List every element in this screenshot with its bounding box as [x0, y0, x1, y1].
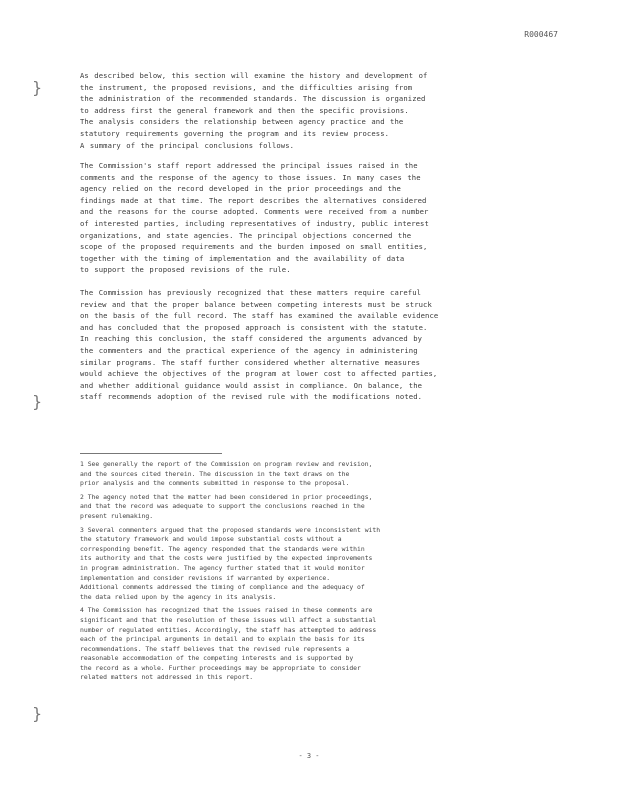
body-paragraph	[80, 70, 550, 151]
text-line: agency relied on the record developed in the prior proceedings and the	[80, 184, 401, 194]
footnote-line: prior analysis and the comments submitted in response to the proposal.	[80, 479, 350, 488]
footnote-line: significant and that the resolution of these issues will affect a substantial	[80, 615, 377, 624]
footnote-line: number of regulated entities. Accordingly, the staff has attempted to address	[80, 625, 377, 634]
margin-bracket-mark: }	[32, 704, 43, 723]
text-line: The Commission's staff report addressed the principal issues raised in the	[80, 161, 418, 170]
footnote-line: implementation and consider revisions if warranted by experience.	[80, 573, 331, 582]
footnote-line: Additional comments addressed the timing of compliance and the adequacy of	[80, 583, 365, 592]
text-line: the administration of the recommended standards. The discussion is organized	[80, 94, 426, 104]
footnote-line: the statutory framework and would impose substantial costs without a	[80, 535, 342, 544]
text-line: of interested parties, including representatives of industry, public interest	[80, 218, 429, 228]
text-line: to address first the general framework and then the specific provisions.	[80, 105, 409, 115]
footnote-line: related matters not addressed in this report.	[80, 673, 254, 682]
footnote-line: present rulemaking.	[80, 511, 154, 520]
text-line: staff recommends adoption of the revised rule with the modifications noted.	[80, 392, 423, 402]
footnotes	[80, 460, 550, 687]
text-line: statutory requirements governing the program and its review process.	[80, 128, 390, 138]
footnote-line: reasonable accommodation of the competing interests and is supported by	[80, 654, 354, 663]
text-line: review and that the proper balance between competing interests must be struck	[80, 299, 432, 309]
margin-bracket-mark: }	[32, 392, 43, 411]
text-line: organizations, and state agencies. The principal objections concerned the	[80, 230, 412, 240]
text-line: comments and the response of the agency to those issues. In many cases the	[80, 172, 421, 182]
text-line: and has concluded that the proposed approach is consistent with the statute.	[80, 322, 428, 332]
margin-bracket-mark: }	[32, 78, 43, 97]
body-paragraph	[80, 160, 550, 276]
footnote	[80, 526, 550, 603]
text-line: As described below, this section will examine the history and development of	[80, 71, 428, 80]
footnote-line: 4 The Commission has recognized that the issues raised in these comments are	[80, 606, 373, 615]
footnote-line: the record as a whole. Further proceedings may be appropriate to consider	[80, 663, 361, 672]
text-line: The Commission has previously recognized that these matters require careful	[80, 288, 422, 297]
text-line: and the reasons for the course adopted. Comments were received from a number	[80, 207, 429, 217]
footnote-line: its authority and that the costs were justified by the expected improvements	[80, 554, 373, 563]
text-line: and whether additional guidance would assist in compliance. On balance, the	[80, 380, 423, 390]
footnote-line: and that the record was adequate to support the conclusions reached in the	[80, 502, 365, 511]
text-line: similar programs. The staff further considered whether alternative measures	[80, 357, 421, 367]
footnote-line: corresponding benefit. The agency responded that the standards were within	[80, 544, 365, 553]
text-line: A summary of the principal conclusions follows.	[80, 140, 295, 150]
text-line: The analysis considers the relationship between agency practice and the	[80, 117, 404, 127]
text-line: In reaching this conclusion, the staff considered the arguments advanced by	[80, 334, 423, 344]
footnote-line: 2 The agency noted that the matter had been considered in prior proceedings,	[80, 492, 373, 501]
text-line: on the basis of the full record. The staff has examined the available evidence	[80, 311, 439, 321]
text-line: to support the proposed revisions of the rule.	[80, 265, 291, 275]
footnote-line: the data relied upon by the agency in its analysis.	[80, 592, 277, 601]
footnote	[80, 460, 550, 489]
footnote-line: and the sources cited therein. The discussion in the text draws on the	[80, 469, 350, 478]
footnote	[80, 606, 550, 683]
footnote-separator	[80, 453, 222, 454]
footnote	[80, 493, 550, 522]
footnote-line: each of the principal arguments in detail and to explain the basis for its	[80, 635, 365, 644]
page-number: - 3 -	[298, 752, 320, 760]
footnote-line: 1 See generally the report of the Commission on program review and revision,	[80, 460, 373, 468]
footnote-line: in program administration. The agency further stated that it would monitor	[80, 563, 365, 572]
text-line: together with the timing of implementation and the availability of data	[80, 253, 405, 263]
body-paragraph	[80, 287, 550, 403]
text-line: the commenters and the practical experience of the agency in administering	[80, 345, 418, 355]
text-line: scope of the proposed requirements and the burden imposed on small entities,	[80, 242, 428, 252]
text-line: would achieve the objectives of the program at lower cost to affected parties,	[80, 369, 438, 379]
footnote-line: 3 Several commenters argued that the proposed standards were inconsistent with	[80, 525, 381, 534]
text-line: the instrument, the proposed revisions, and the difficulties arising from	[80, 82, 413, 92]
footnote-line: recommendations. The staff believes that the revised rule represents a	[80, 644, 350, 653]
text-line: findings made at that time. The report describes the alternatives considered	[80, 195, 427, 205]
document-id: R000467	[524, 30, 558, 39]
